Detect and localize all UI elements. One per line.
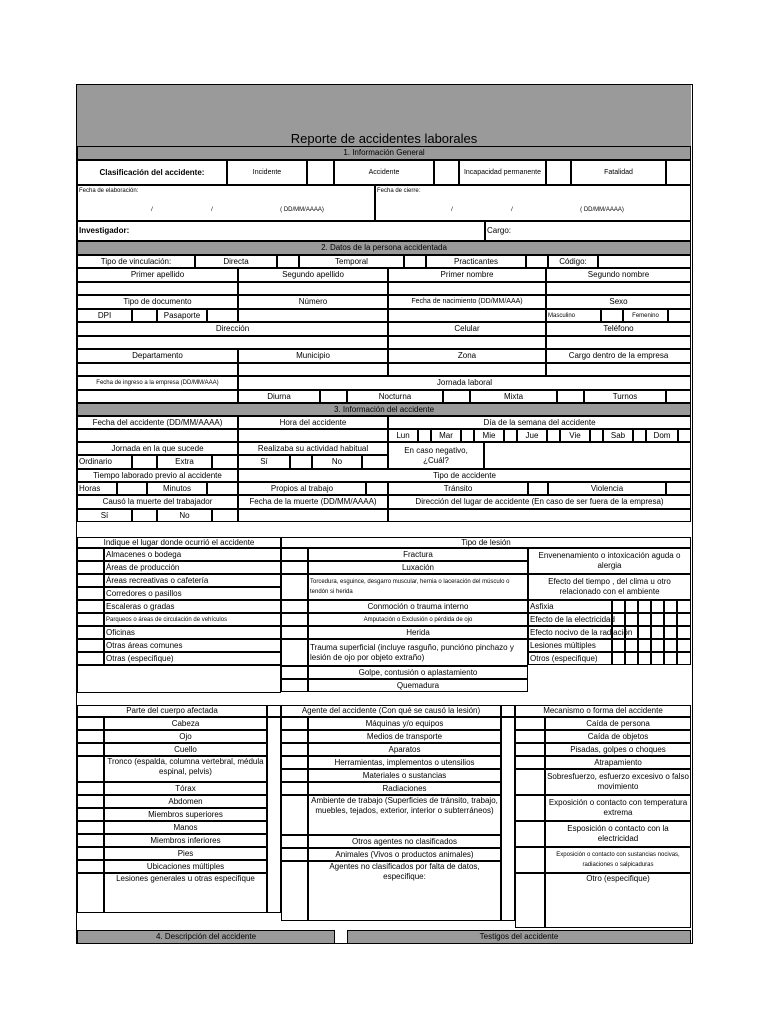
department-header: Departamento	[77, 349, 238, 363]
agent-header: Agente del accidente (Con qué se causó la lesión)	[281, 705, 501, 717]
mobile-header: Celular	[388, 322, 546, 336]
document-type-header: Tipo de documento	[77, 295, 238, 309]
tue-checkbox[interactable]	[461, 429, 474, 442]
location-option: Corredores o pasillos	[104, 587, 281, 600]
address-input[interactable]	[77, 336, 388, 349]
extra-option: Extra	[157, 455, 212, 469]
agent-option: Herramientas, implementos o utensilios	[308, 756, 501, 769]
mechanism-header: Mecanismo o forma del accidente	[515, 705, 691, 717]
injury-extra-checkbox[interactable]	[612, 600, 625, 613]
location-checkbox[interactable]	[77, 587, 104, 600]
agent-checkbox[interactable]	[281, 782, 308, 795]
injury-extra-checkbox[interactable]	[651, 600, 664, 613]
injury-option: Herida	[308, 626, 528, 639]
usual-no-checkbox[interactable]	[362, 455, 388, 469]
first-name-input[interactable]	[388, 282, 546, 295]
document-number-input[interactable]	[238, 309, 388, 322]
accident-type-header: Tipo de accidente	[238, 469, 691, 482]
fatality-checkbox[interactable]	[666, 160, 691, 185]
body-part-option: Tórax	[104, 782, 267, 795]
agent-checkbox[interactable]	[281, 795, 308, 835]
injury-option: Conmoción o trauma interno	[308, 600, 528, 613]
injury-extra-checkbox[interactable]	[664, 613, 677, 626]
minutes-label: Minutos	[147, 482, 207, 495]
injury-extra-checkbox[interactable]	[638, 626, 651, 639]
injury-extra-checkbox[interactable]	[664, 652, 677, 665]
injury-option-extra: Otros (especifique)	[528, 652, 612, 665]
accident-date-input[interactable]	[77, 429, 238, 442]
injury-extra-checkbox[interactable]	[625, 639, 638, 652]
location-option: Escaleras o gradas	[104, 600, 281, 613]
date-format-hint: ( DD/MM/AAAA)	[280, 207, 324, 213]
injury-extra-checkbox[interactable]	[625, 652, 638, 665]
employment-intern: Practicantes	[426, 255, 526, 268]
body-part-checkbox[interactable]	[77, 756, 104, 782]
location-checkbox[interactable]	[77, 600, 104, 613]
death-yes-checkbox[interactable]	[132, 509, 157, 522]
injury-checkbox[interactable]	[281, 600, 308, 613]
shift-rotating: Turnos	[584, 390, 666, 403]
body-part-checkbox[interactable]	[77, 717, 104, 730]
female-checkbox[interactable]	[668, 309, 691, 322]
phone-header: Teléfono	[546, 322, 691, 336]
injury-extra-checkbox[interactable]	[664, 600, 677, 613]
which-input[interactable]	[484, 442, 691, 469]
first-surname-input[interactable]	[77, 282, 238, 295]
weekday-sun: Dom	[646, 429, 678, 442]
section-4-description-header: 4. Descripción del accidente	[77, 930, 335, 944]
body-part-option: Tronco (espalda, columna vertebral, médula espinal, pelvis)	[104, 756, 267, 782]
intern-checkbox[interactable]	[526, 255, 548, 268]
agent-column-divider	[501, 717, 515, 921]
death-no-checkbox[interactable]	[212, 509, 238, 522]
agent-checkbox[interactable]	[281, 730, 308, 743]
injury-option: Torcedura, esguince, desgarro muscular, hernia o laceración del músculo o tendón si herida	[308, 574, 528, 600]
company-position-input[interactable]	[546, 363, 691, 376]
injury-checkbox[interactable]	[281, 548, 308, 561]
location-checkbox[interactable]	[77, 639, 104, 652]
body-part-checkbox[interactable]	[77, 834, 104, 847]
passport-checkbox[interactable]	[207, 309, 238, 322]
second-surname-header: Segundo apellido	[238, 268, 388, 282]
classification-label: Clasificación del accidente:	[77, 160, 227, 185]
section-1-header: 1. Información General	[77, 146, 691, 160]
location-option: Otras áreas comunes	[104, 639, 281, 652]
body-part-checkbox[interactable]	[77, 743, 104, 756]
injury-extra-checkbox[interactable]	[612, 652, 625, 665]
witnesses-header: Testigos del accidente	[347, 930, 691, 944]
injury-extra-checkbox[interactable]	[638, 600, 651, 613]
violence-type-checkbox[interactable]	[666, 482, 691, 495]
if-negative-label: En caso negativo,	[404, 445, 468, 455]
usual-no: No	[312, 455, 362, 469]
injury-option: Quemadura	[308, 679, 528, 692]
mechanism-checkbox[interactable]	[515, 717, 545, 730]
location-checkbox[interactable]	[77, 626, 104, 639]
mechanism-checkbox[interactable]	[515, 795, 545, 821]
investigator-label: Investigador:	[79, 226, 130, 235]
municipality-input[interactable]	[238, 363, 388, 376]
injury-extra-checkbox[interactable]	[651, 626, 664, 639]
rotating-shift-checkbox[interactable]	[666, 390, 691, 403]
injury-extra-checkbox[interactable]	[651, 613, 664, 626]
injury-checkbox[interactable]	[281, 613, 308, 626]
injury-option-extra: Asfixia	[528, 600, 612, 613]
employment-temporary: Temporal	[299, 255, 404, 268]
body-part-checkbox[interactable]	[77, 808, 104, 821]
injury-option-extra: Efecto de la electricidad	[528, 613, 612, 626]
injury-checkbox[interactable]	[281, 561, 308, 574]
injury-option-extra: Efecto nocivo de la radiación	[528, 626, 612, 639]
ordinary-checkbox[interactable]	[132, 455, 157, 469]
female-option: Femenino	[623, 309, 668, 322]
mechanism-checkbox[interactable]	[515, 769, 545, 795]
body-part-checkbox[interactable]	[77, 782, 104, 795]
incident-checkbox[interactable]	[307, 160, 334, 185]
time-worked-header: Tiempo laborado previo al accidente	[77, 469, 238, 482]
body-part-checkbox[interactable]	[77, 730, 104, 743]
second-surname-input[interactable]	[238, 282, 388, 295]
direct-checkbox[interactable]	[277, 255, 299, 268]
location-checkbox[interactable]	[77, 652, 104, 665]
work-type-checkbox[interactable]	[366, 482, 388, 495]
injury-extra-checkbox[interactable]	[625, 626, 638, 639]
hire-date-input[interactable]	[77, 390, 238, 403]
injury-extra-checkbox[interactable]	[677, 600, 691, 613]
weekday-wed: Mie	[474, 429, 504, 442]
injury-extra-checkbox[interactable]	[625, 600, 638, 613]
accident-date-header: Fecha del accidente (DD/MM/AAAA)	[77, 416, 238, 429]
weekday-fri: Vie	[560, 429, 590, 442]
location-option: Parqueos o áreas de circulación de vehículos	[104, 613, 281, 626]
accident-type-transit: Tránsito	[388, 482, 528, 495]
night-shift-checkbox[interactable]	[443, 390, 470, 403]
injury-extra-checkbox[interactable]	[651, 639, 664, 652]
hours-input[interactable]	[117, 482, 147, 495]
shift-day: Diurna	[238, 390, 320, 403]
usual-yes: Sí	[238, 455, 290, 469]
classification-fatality: Fatalidad	[571, 160, 666, 185]
section-3-header: 3. Información del accidente	[77, 403, 691, 416]
passport-option: Pasaporte	[157, 309, 207, 322]
location-option: Oficinas	[104, 626, 281, 639]
closing-date-label: Fecha de cierre:	[377, 188, 421, 194]
sex-header: Sexo	[546, 295, 691, 309]
injury-extra-checkbox[interactable]	[664, 639, 677, 652]
employment-type-label: Tipo de vinculación:	[77, 255, 195, 268]
body-part-column-divider	[267, 717, 281, 913]
agent-checkbox-header	[501, 705, 515, 717]
location-checkbox[interactable]	[77, 561, 104, 574]
company-position-header: Cargo dentro de la empresa	[546, 349, 691, 363]
body-part-header: Parte del cuerpo afectada	[77, 705, 267, 717]
second-name-input[interactable]	[546, 282, 691, 295]
injury-extra-checkbox[interactable]	[612, 613, 625, 626]
mechanism-checkbox[interactable]	[515, 873, 545, 928]
agent-checkbox[interactable]	[281, 756, 308, 769]
usual-yes-checkbox[interactable]	[290, 455, 312, 469]
body-part-checkbox[interactable]	[77, 860, 104, 873]
birth-date-header: Fecha de nacimiento (DD/MM/AAA)	[388, 295, 546, 309]
mechanism-option: Caída de objetos	[545, 730, 691, 743]
injury-extra-checkbox[interactable]	[638, 613, 651, 626]
agent-checkbox[interactable]	[281, 717, 308, 730]
accident-time-input[interactable]	[238, 429, 388, 442]
injury-option-extra: Lesiones múltiples	[528, 639, 612, 652]
accident-type-violence: Violencia	[548, 482, 666, 495]
address-header: Dirección	[77, 322, 388, 336]
accident-time-header: Hora del accidente	[238, 416, 388, 429]
minutes-input[interactable]	[207, 482, 238, 495]
mechanism-checkbox[interactable]	[515, 821, 545, 847]
agent-option: Máquinas y/o equipos	[308, 717, 501, 730]
accident-type-work: Propios al trabajo	[238, 482, 366, 495]
dpi-checkbox[interactable]	[132, 309, 157, 322]
classification-permanent-disability: Incapacidad permanente	[459, 160, 546, 185]
death-date-input[interactable]	[238, 509, 388, 522]
agent-option: Medios de transporte	[308, 730, 501, 743]
body-part-option: Lesiones generales u otras especifique	[104, 873, 267, 913]
date-slash: /	[511, 207, 513, 213]
first-name-header: Primer nombre	[388, 268, 546, 282]
location-option: Otras (especifique)	[104, 652, 281, 665]
injury-checkbox[interactable]	[281, 639, 308, 666]
injury-extra-checkbox[interactable]	[677, 652, 691, 665]
injury-option: Golpe, contusión o aplastamiento	[308, 666, 528, 679]
date-slash: /	[151, 207, 153, 213]
zone-header: Zona	[388, 349, 546, 363]
code-label: Código:	[548, 255, 598, 268]
location-other-input[interactable]	[77, 665, 281, 693]
injury-checkbox[interactable]	[281, 626, 308, 639]
mechanism-option: Caída de persona	[545, 717, 691, 730]
agent-option: Aparatos	[308, 743, 501, 756]
mechanism-option: Otro (especifique)	[545, 873, 691, 928]
injury-option: Fractura	[308, 548, 528, 561]
agent-checkbox[interactable]	[281, 835, 308, 848]
permanent-disability-checkbox[interactable]	[546, 160, 571, 185]
location-option: Áreas recreativas o cafetería	[104, 574, 281, 587]
location-header: Indique el lugar donde ocurrió el accidente	[77, 537, 281, 548]
mechanism-option: Sobresfuerzo, esfuerzo excesivo o falso movimiento	[545, 769, 691, 795]
agent-option: Agentes no clasificados por falta de datos, especifique:	[308, 861, 501, 921]
employment-direct: Directa	[195, 255, 277, 268]
agent-option: Radiaciones	[308, 782, 501, 795]
injury-extra-checkbox[interactable]	[638, 652, 651, 665]
male-option: Masculino	[546, 309, 601, 322]
weekday-sat: Sab	[603, 429, 633, 442]
injury-type-header: Tipo de lesión	[281, 537, 691, 548]
location-option: Almacenes o bodega	[104, 548, 281, 561]
birth-date-input[interactable]	[388, 309, 546, 322]
injury-checkbox[interactable]	[281, 679, 308, 692]
hire-date-header: Fecha de ingreso a la empresa (DD/MM/AAA)	[77, 376, 238, 390]
injury-option: Luxación	[308, 561, 528, 574]
body-part-option: Miembros superiores	[104, 808, 267, 821]
body-part-option: Miembros inferiores	[104, 834, 267, 847]
first-surname-header: Primer apellido	[77, 268, 238, 282]
injury-extra-checkbox[interactable]	[625, 613, 638, 626]
mechanism-option: Pisadas, golpes o choques	[545, 743, 691, 756]
accident-checkbox[interactable]	[434, 160, 459, 185]
department-input[interactable]	[77, 363, 238, 376]
mechanism-option: Esposición o contacto con la electricidad	[545, 821, 691, 847]
agent-checkbox[interactable]	[281, 769, 308, 782]
body-part-checkbox[interactable]	[77, 795, 104, 808]
mixed-shift-checkbox[interactable]	[557, 390, 584, 403]
body-part-option: Ojo	[104, 730, 267, 743]
agent-checkbox[interactable]	[281, 848, 308, 861]
mechanism-checkbox[interactable]	[515, 730, 545, 743]
mon-checkbox[interactable]	[418, 429, 431, 442]
phone-input[interactable]	[546, 336, 691, 349]
weekday-mon: Lun	[388, 429, 418, 442]
injury-extra-checkbox[interactable]	[638, 639, 651, 652]
agent-option: Materiales o sustancias	[308, 769, 501, 782]
injury-option-extra: Envenenamiento o intoxicación aguda o alergia	[528, 548, 691, 574]
agent-checkbox[interactable]	[281, 743, 308, 756]
body-part-checkbox[interactable]	[77, 821, 104, 834]
injury-option: Amputación o Exclusión o pérdida de ojo	[308, 613, 528, 626]
work-shift-header: Jornada laboral	[238, 376, 691, 390]
wed-checkbox[interactable]	[504, 429, 517, 442]
body-part-option: Pies	[104, 847, 267, 860]
accident-report-form	[76, 84, 693, 944]
dpi-option: DPI	[77, 309, 132, 322]
investigator-position-field[interactable]	[485, 221, 691, 241]
usual-activity-header: Realizaba su actividad habitual	[238, 442, 388, 455]
sat-checkbox[interactable]	[633, 429, 646, 442]
report-title: Reporte de accidentes laborales	[77, 85, 691, 147]
position-label: Cargo:	[487, 226, 512, 235]
body-part-checkbox-header	[267, 705, 281, 717]
agent-option: Animales (Vivos o productos animales)	[308, 848, 501, 861]
male-checkbox[interactable]	[601, 309, 623, 322]
location-checkbox[interactable]	[77, 574, 104, 587]
mechanism-checkbox[interactable]	[515, 743, 545, 756]
if-negative-which	[388, 442, 484, 469]
agent-option: Otros agentes no clasificados	[308, 835, 501, 848]
shift-occurred-header: Jornada en la que sucede	[77, 442, 238, 455]
thu-checkbox[interactable]	[547, 429, 560, 442]
section-2-header: 2. Datos de la persona accidentada	[77, 241, 691, 255]
ordinary-option: Ordinario	[77, 455, 132, 469]
death-no: No	[157, 509, 212, 522]
fri-checkbox[interactable]	[590, 429, 603, 442]
transit-type-checkbox[interactable]	[528, 482, 548, 495]
body-part-option: Cabeza	[104, 717, 267, 730]
body-part-option: Abdomen	[104, 795, 267, 808]
closing-date-field[interactable]	[375, 185, 691, 221]
caused-death-header: Causó la muerte del trabajador	[77, 495, 238, 509]
death-yes: Sí	[77, 509, 132, 522]
accident-location-address-input[interactable]	[388, 509, 691, 522]
weekday-header: Día de la semana del accidente	[388, 416, 691, 429]
mechanism-checkbox[interactable]	[515, 756, 545, 769]
location-checkbox[interactable]	[77, 548, 104, 561]
investigator-field[interactable]	[77, 221, 485, 241]
sun-checkbox[interactable]	[678, 429, 691, 442]
document-number-header: Número	[238, 295, 388, 309]
date-slash: /	[451, 207, 453, 213]
injury-extra-checkbox[interactable]	[664, 626, 677, 639]
injury-extra-checkbox[interactable]	[612, 639, 625, 652]
elaboration-date-label: Fecha de elaboración:	[79, 188, 139, 194]
weekday-tue: Mar	[431, 429, 461, 442]
mechanism-checkbox[interactable]	[515, 847, 545, 873]
second-name-header: Segundo nombre	[546, 268, 691, 282]
injury-checkbox[interactable]	[281, 666, 308, 679]
date-slash: /	[211, 207, 213, 213]
body-part-checkbox[interactable]	[77, 847, 104, 860]
injury-extra-checkbox[interactable]	[677, 639, 691, 652]
elaboration-date-field[interactable]	[77, 185, 375, 221]
weekday-thu: Jue	[517, 429, 547, 442]
mechanism-option: Exposición o contacto con sustancias nocivas, radiaciones o salpicaduras	[545, 847, 691, 873]
accident-location-address-header: Dirección del lugar de accidente (En caso de ser fuera de la empresa)	[388, 495, 691, 509]
temporary-checkbox[interactable]	[404, 255, 426, 268]
municipality-header: Municipio	[238, 349, 388, 363]
date-format-hint: ( DD/MM/AAAA)	[580, 207, 624, 213]
body-part-option: Ubicaciones múltiples	[104, 860, 267, 873]
shift-night: Nocturna	[347, 390, 443, 403]
body-part-checkbox[interactable]	[77, 873, 104, 913]
agent-option: Ambiente de trabajo (Superficies de tránsito, trabajo, muebles, tejados, exterior, interior o subterráneos)	[308, 795, 501, 835]
body-part-option: Manos	[104, 821, 267, 834]
extra-checkbox[interactable]	[212, 455, 238, 469]
location-option: Áreas de producción	[104, 561, 281, 574]
mobile-input[interactable]	[388, 336, 546, 349]
classification-incident: Incidente	[227, 160, 307, 185]
which-label: ¿Cuál?	[423, 455, 449, 465]
mechanism-option: Atrapamiento	[545, 756, 691, 769]
injury-extra-checkbox[interactable]	[651, 652, 664, 665]
mechanism-option: Exposición o contacto con temperatura extrema	[545, 795, 691, 821]
injury-option-extra: Efecto del tiempo , del clima u otro relacionado con el ambiente	[528, 574, 691, 600]
code-input[interactable]	[598, 255, 691, 268]
shift-mixed: Mixta	[470, 390, 557, 403]
day-shift-checkbox[interactable]	[320, 390, 347, 403]
injury-extra-checkbox[interactable]	[677, 626, 691, 639]
location-checkbox[interactable]	[77, 613, 104, 626]
classification-accident: Accidente	[334, 160, 434, 185]
agent-checkbox[interactable]	[281, 861, 308, 921]
zone-input[interactable]	[388, 363, 546, 376]
death-date-header: Fecha de la muerte (DD/MM/AAAA)	[238, 495, 388, 509]
body-part-option: Cuello	[104, 743, 267, 756]
injury-extra-checkbox[interactable]	[612, 626, 625, 639]
injury-extra-checkbox[interactable]	[677, 613, 691, 626]
injury-checkbox[interactable]	[281, 574, 308, 600]
injury-option: Trauma superficial (incluye rasguño, punciónо pinchazo y lesión de ojo por objeto extraño)	[308, 639, 528, 666]
hours-label: Horas	[77, 482, 117, 495]
